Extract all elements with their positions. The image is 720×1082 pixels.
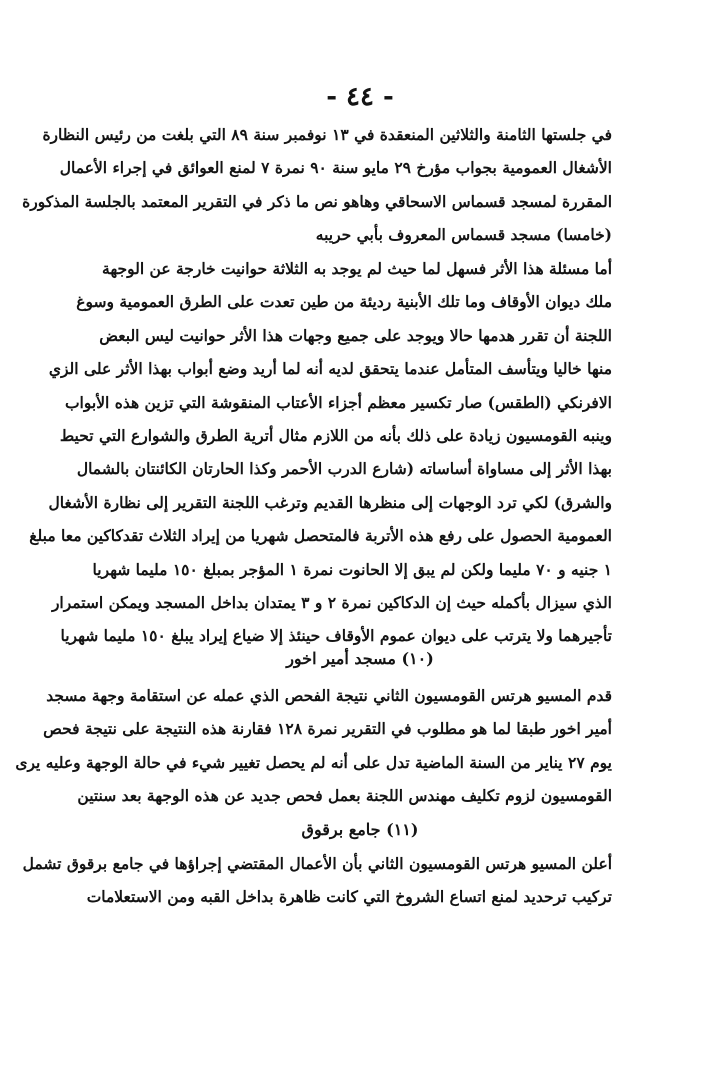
- text-line: أما مسئلة هذا الأثر فسهل لما حيث لم يوجد به الثلاثة حوانيت خارجة عن الوجهة: [102, 259, 612, 278]
- text-line: المقررة لمسجد قسماس الاسحاقي وهاهو نص ما ذكر في التقرير المعتمد بالجلسة المذكورة: [22, 191, 612, 211]
- text-line: (خامسا) مسجد قسماس المعروف بأبي حريبه: [315, 225, 612, 245]
- text-line: قدم المسيو هرتس القومسيون الثاني نتيجة الفحص الذي عمله عن استقامة وجهة مسجد: [46, 686, 612, 705]
- section-heading-amir-akhur: (١٠) مسجد أمير اخور: [286, 649, 434, 668]
- text-line: الأشغال العمومية بجواب مؤرخ ٢٩ مايو سنة ٩٠ نمرة ٧ لمنع العوائق في إجراء الأعمال: [59, 158, 612, 178]
- paragraph-session-minutes: [22, 118, 612, 252]
- text-line: تركيب ترحديد لمنع اتساع الشروخ التي كانت ظاهرة بداخل القبه ومن الاستعلامات: [86, 887, 612, 907]
- text-line: ١ جنيه و ٧٠ مليما ولكن لم يبق إلا الحانوت نمرة ١ المؤجر بمبلغ ١٥٠ مليما شهريا: [92, 559, 612, 579]
- section-heading-barquq: (١١) جامع برقوق: [301, 820, 419, 839]
- paragraph-barquq: [22, 847, 612, 914]
- text-line: الافرنكي (الطقس) صار تكسير معظم أجزاء الأعتاب المنقوشة التي تزين هذه الأبواب: [64, 392, 612, 412]
- text-line: وينبه القومسيون زيادة على ذلك بأنه من اللازم مثال أترية الطرق والشوارع التي تحيط: [59, 425, 612, 445]
- text-line: الذي سيزال بأكمله حيث إن الدكاكين نمرة ٢ و ٣ يمتدان بداخل المسجد ويمكن استمرار: [51, 592, 612, 612]
- text-line: العمومية الحصول على رفع هذه الأتربة فالمتحصل شهريا من إيراد الثلاث تقدكاكين معا مبلغ: [29, 526, 612, 546]
- text-line: ملك ديوان الأوقاف وما تلك الأبنية رديئة من طين تعدت على الطرق العمومية وسوغ: [76, 292, 612, 312]
- text-line: منها خاليا ويتأسف المتأمل عندما يتحقق لديه أنه لما أريد وضع أبواب بهذا الأثر على الزي: [48, 359, 612, 379]
- text-line: يوم ٢٧ يناير من السنة الماضية تدل على أنه لم يحصل تغيير شيء في حالة الوجهة وعليه يرى: [15, 752, 612, 772]
- text-line: بهذا الأثر إلى مساواة أساساته (شارع الدرب الأحمر وكذا الحارتان الكائنتان بالشمال: [76, 459, 612, 479]
- text-line: أمير اخور طبقا لما هو مطلوب في التقرير نمرة ١٢٨ فقارنة هذه النتيجة على نتيجة فحص: [43, 719, 612, 739]
- text-line: اللجنة أن تقرر هدمها حالا ويوجد على جميع وجهات هذا الأثر حوانيت ليس البعض: [99, 325, 612, 345]
- text-line: تأجيرهما ولا يترتب على ديوان عموم الأوقاف حينئذ إلا ضياع إيراد يبلغ ١٥٠ مليما شهريا: [60, 626, 612, 646]
- text-line: أعلن المسيو هرتس القومسيون الثاني بأن الأعمال المقتضي إجراؤها في جامع برقوق تشمل: [22, 854, 612, 873]
- text-line: في جلستها الثامنة والثلاثين المنعقدة في ١٣ نوفمبر سنة ٨٩ التي بلغت من رئيس النظارة: [42, 125, 612, 144]
- paragraph-amir-akhur: [15, 679, 612, 813]
- page-number: - ٤٤ -: [326, 82, 394, 112]
- text-line: والشرق) لكي ترد الوجهات إلى منظرها القديم وترغب اللجنة التقرير إلى نظارة الأشغال: [48, 492, 612, 512]
- paragraph-qismas-mosque: [29, 252, 612, 653]
- text-line: القومسيون لزوم تكليف مهندس اللجنة بعمل فحص جديد عن هذه الوجهة بعد سنتين: [77, 786, 612, 806]
